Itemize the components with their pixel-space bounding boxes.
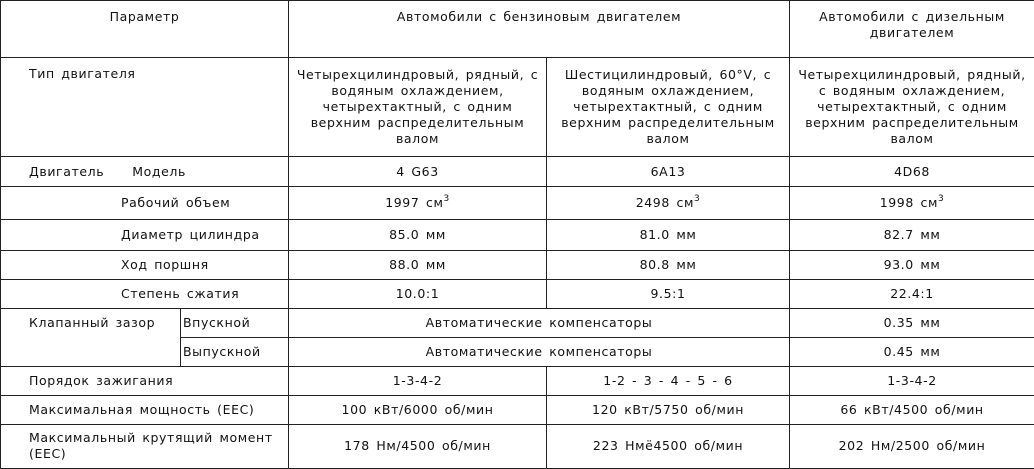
engine-label: Двигатель	[29, 163, 105, 179]
bore-row	[1, 220, 1034, 250]
engine-type-label: Тип двигателя	[1, 58, 289, 157]
header-param: Параметр	[1, 1, 289, 58]
valve-intake-diesel: 0.35 мм	[790, 308, 1034, 337]
bore-value: 85.0 мм	[289, 220, 547, 250]
compression-value: 9.5:1	[547, 279, 790, 308]
model-label-cell	[1, 157, 289, 187]
firing-value: 1-3-4-2	[289, 366, 547, 395]
displacement-value: 2498 $см^3$	[547, 187, 790, 220]
header-petrol: Автомобили с бензиновым двигателем	[289, 1, 790, 58]
header-row	[1, 1, 1034, 58]
stroke-label: Ход поршня	[1, 250, 289, 279]
power-label: Максимальная мощность (ЕЕС)	[1, 395, 289, 424]
compression-row	[1, 279, 1034, 308]
header-diesel: Автомобили с дизельным двигателем	[790, 1, 1034, 58]
compression-label: Степень сжатия	[1, 279, 289, 308]
valve-exhaust-diesel: 0.45 мм	[790, 337, 1034, 366]
compression-value: 22.4:1	[790, 279, 1034, 308]
power-value: 100 кВт/6000 об/мин	[289, 395, 547, 424]
valve-exhaust-petrol: Автоматические компенсаторы	[289, 337, 790, 366]
torque-value: 223 Нмё4500 об/мин	[547, 424, 790, 468]
engine-type-row	[1, 58, 1034, 157]
firing-label: Порядок зажигания	[1, 366, 289, 395]
stroke-value: 88.0 мм	[289, 250, 547, 279]
model-label: Модель	[132, 163, 186, 179]
valve-exhaust-label: Выпускной	[181, 337, 289, 366]
model-row	[1, 157, 1034, 187]
valve-intake-label: Впускной	[181, 308, 289, 337]
bore-value: 81.0 мм	[547, 220, 790, 250]
engine-type-petrol-2: Шестицилиндровый, 60°V, с водяным охлаждением, четырехтактный, с одним верхним распределительным валом	[547, 58, 790, 157]
firing-row	[1, 366, 1034, 395]
power-row	[1, 395, 1034, 424]
displacement-row	[1, 187, 1034, 220]
bore-label: Диаметр цилиндра	[1, 220, 289, 250]
compression-value: 10.0:1	[289, 279, 547, 308]
displacement-value: 1997 $см^3$	[289, 187, 547, 220]
stroke-value: 80.8 мм	[547, 250, 790, 279]
valve-intake-petrol: Автоматические компенсаторы	[289, 308, 790, 337]
stroke-value: 93.0 мм	[790, 250, 1034, 279]
model-value: 6A13	[547, 157, 790, 187]
model-value: 4D68	[790, 157, 1034, 187]
torque-value: 202 Нм/2500 об/мин	[790, 424, 1034, 468]
torque-value: 178 Нм/4500 об/мин	[289, 424, 547, 468]
power-value: 120 кВт/5750 об/мин	[547, 395, 790, 424]
stroke-row	[1, 250, 1034, 279]
engine-type-diesel: Четырехцилиндровый, рядный, с водяным охлаждением, четырехтактный, с одним верхним распределительным валом	[790, 58, 1034, 157]
valve-intake-row	[1, 308, 1034, 337]
torque-row	[1, 424, 1034, 468]
torque-label: Максимальный крутящий момент (ЕЕС)	[1, 424, 289, 468]
displacement-label: Рабочий объем	[1, 187, 289, 220]
power-value: 66 кВт/4500 об/мин	[790, 395, 1034, 424]
valve-label: Клапанный зазор	[1, 308, 181, 366]
engine-type-petrol-1: Четырехцилиндровый, рядный, с водяным охлаждением, четырехтактный, с одним верхним распределительным валом	[289, 58, 547, 157]
bore-value: 82.7 мм	[790, 220, 1034, 250]
displacement-value: 1998 $см^3$	[790, 187, 1034, 220]
firing-value: 1-3-4-2	[790, 366, 1034, 395]
firing-value: 1-2 - 3 - 4 - 5 - 6	[547, 366, 790, 395]
model-value: 4 G63	[289, 157, 547, 187]
